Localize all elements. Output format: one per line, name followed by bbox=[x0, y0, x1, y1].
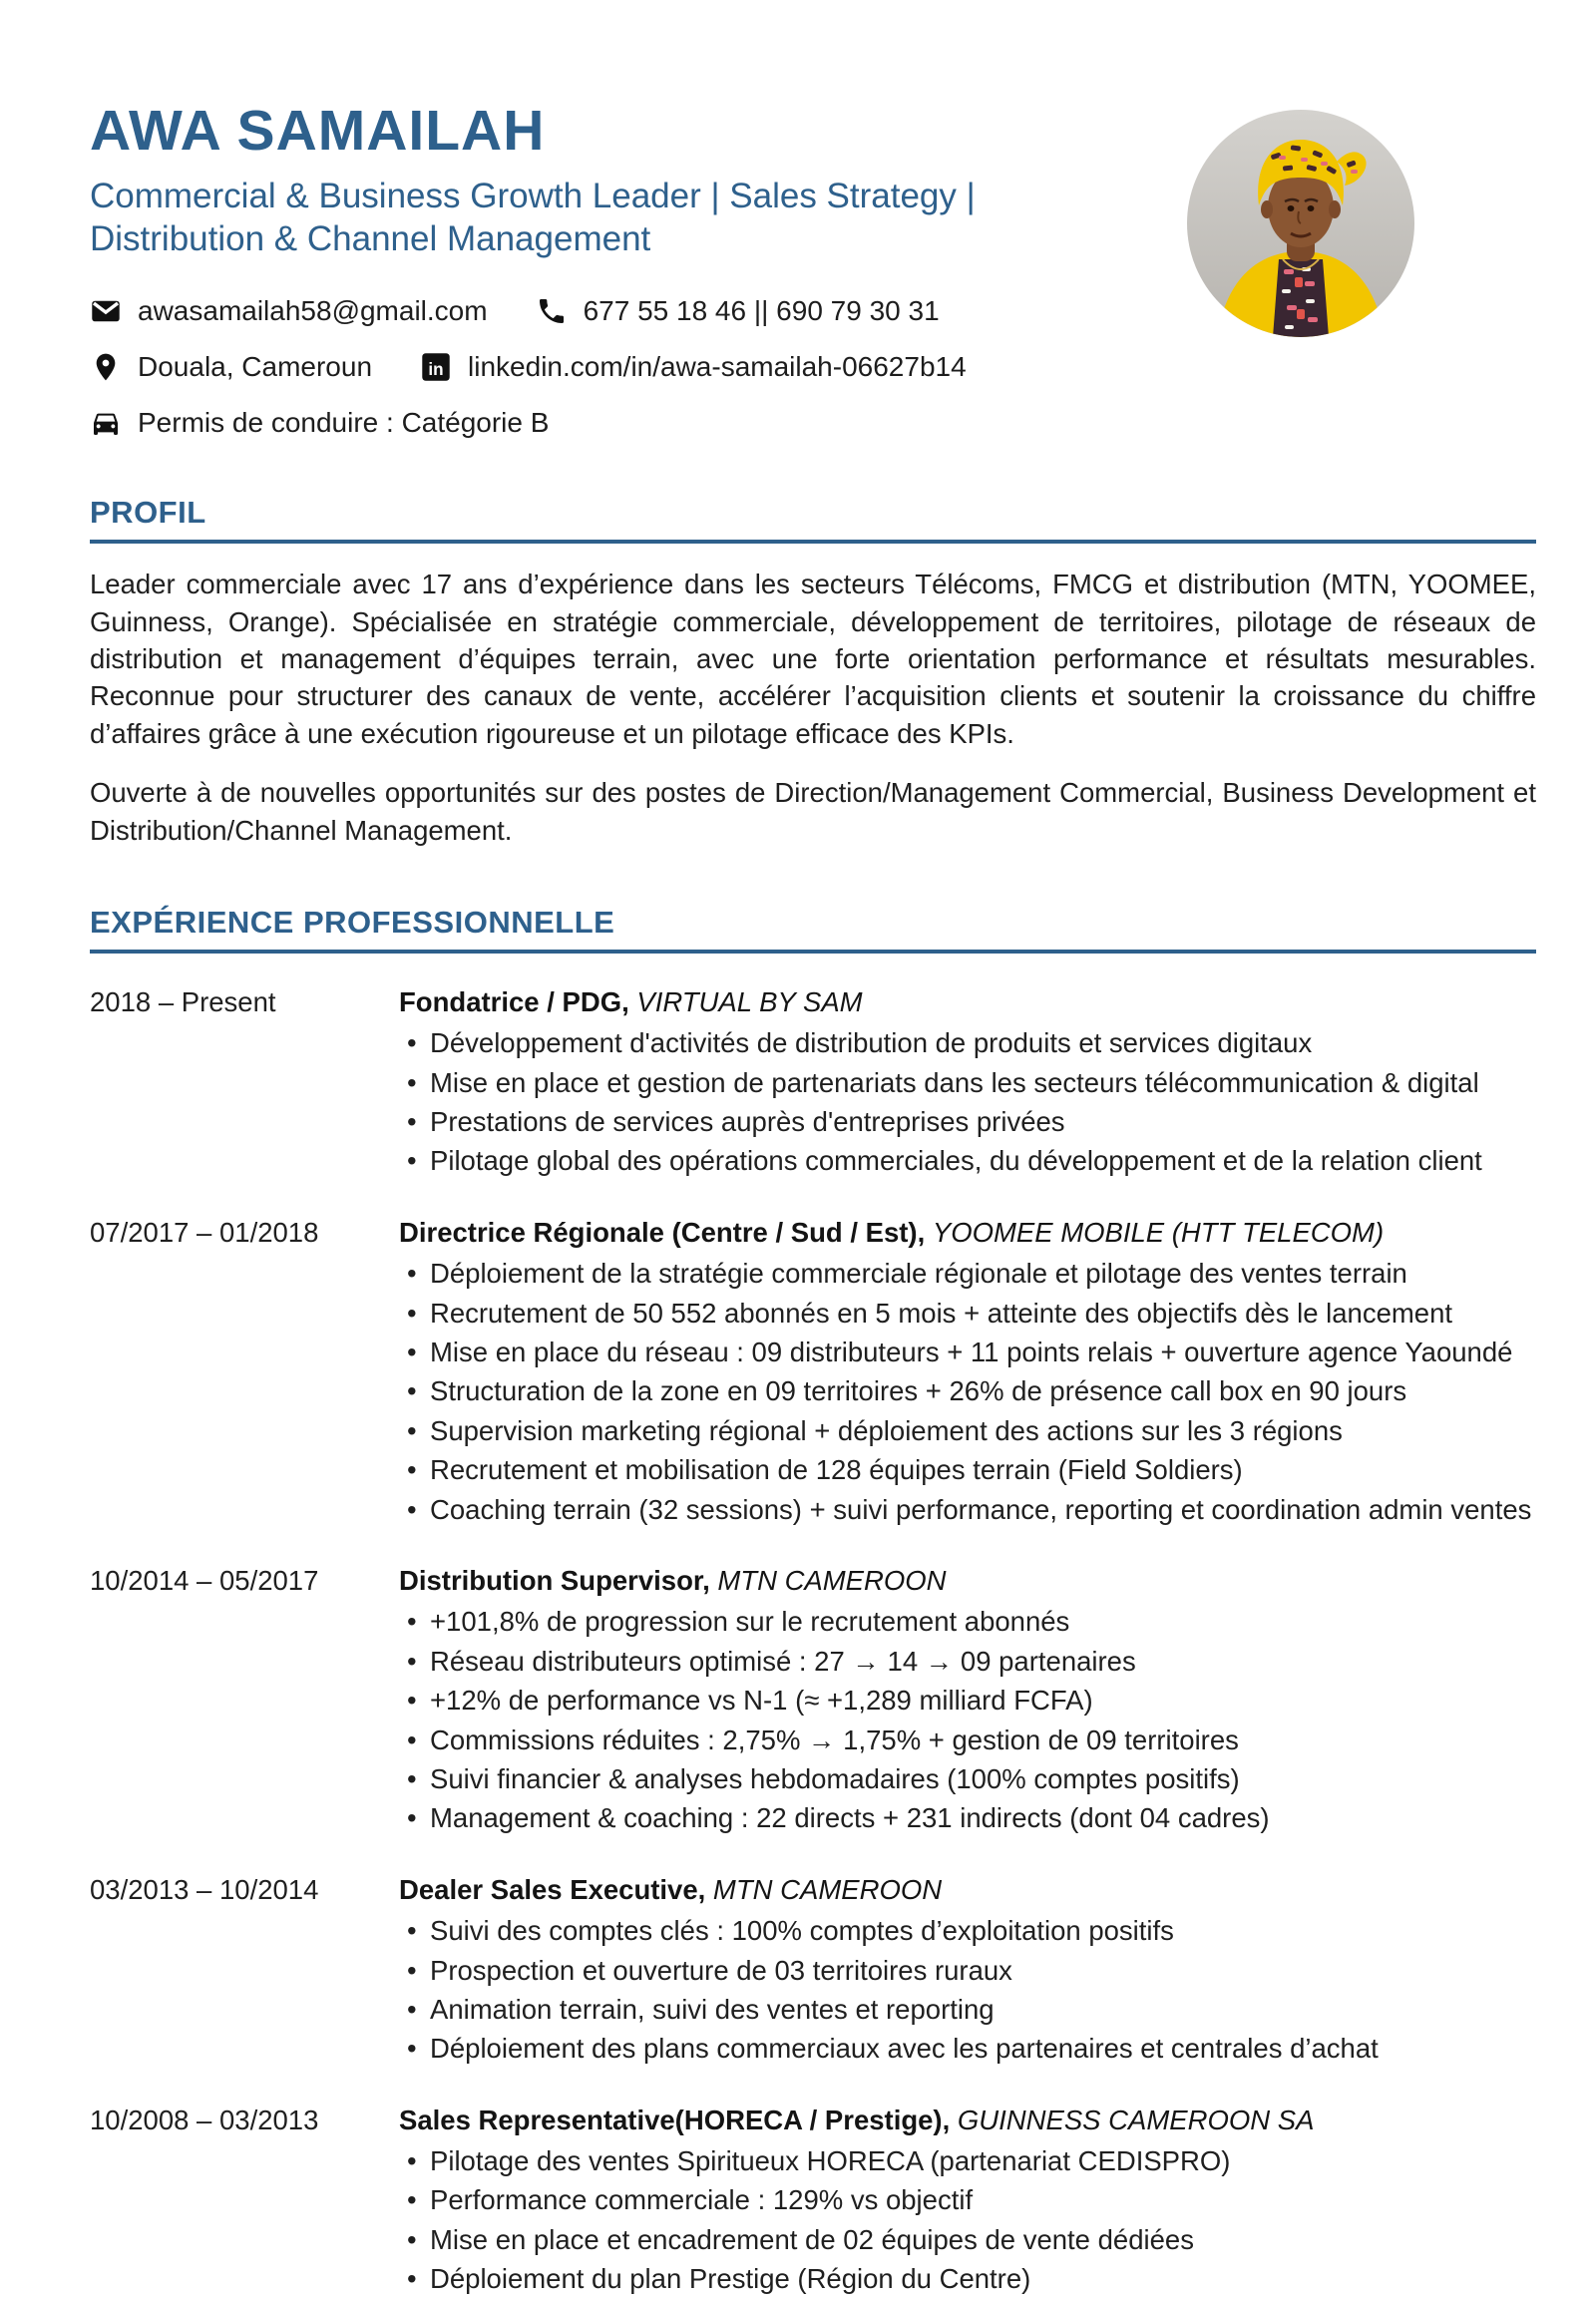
experience-entry bbox=[90, 2102, 1536, 2298]
location-pin-icon bbox=[90, 351, 122, 383]
entry-bullets bbox=[399, 2142, 1536, 2298]
experience-entry bbox=[90, 1214, 1536, 1528]
profile-photo bbox=[1187, 110, 1414, 337]
entry-body bbox=[399, 1214, 1536, 1528]
bullet-item: • Recrutement et mobilisation de 128 équipes terrain (Field Soldiers) bbox=[399, 1451, 1536, 1488]
bullet-item: • Recrutement de 50 552 abonnés en 5 mois + atteinte des objectifs dès le lancement bbox=[399, 1295, 1536, 1332]
section-profil bbox=[90, 495, 1536, 849]
bullet-item: • Structuration de la zone en 09 territoires + 26% de présence call box en 90 jours bbox=[399, 1372, 1536, 1409]
car-icon bbox=[90, 407, 122, 439]
entry-body bbox=[399, 2102, 1536, 2298]
bullet-item: • Prospection et ouverture de 03 territoires ruraux bbox=[399, 1952, 1536, 1989]
contact-phone bbox=[536, 295, 940, 327]
contact-linkedin bbox=[420, 351, 967, 383]
email-icon bbox=[90, 295, 122, 327]
bullet-item: • Développement d'activités de distribution de produits et services digitaux bbox=[399, 1024, 1536, 1061]
contact-driving-license bbox=[90, 407, 549, 439]
bullet-item: • Supervision marketing régional + déploiement des actions sur les 3 régions bbox=[399, 1412, 1536, 1449]
headline-line-2: Distribution & Channel Management bbox=[90, 219, 651, 259]
bullet-item: • Animation terrain, suivi des ventes et reporting bbox=[399, 1991, 1536, 2028]
email-value[interactable]: awasamailah58@gmail.com bbox=[138, 295, 488, 327]
entry-date: 10/2014 – 05/2017 bbox=[90, 1565, 319, 1596]
bullet-item: • Management & coaching : 22 directs + 231 indirects (dont 04 cadres) bbox=[399, 1799, 1536, 1836]
profil-paragraph-2: Ouverte à de nouvelles opportunités sur des postes de Direction/Management Commercial, Business Development et Distribution/Channel Management. bbox=[90, 777, 1536, 846]
person-name: AWA SAMAILAH bbox=[90, 99, 546, 163]
entry-title bbox=[399, 983, 1536, 1020]
bullet-item: • +12% de performance vs N-1 (≈ +1,289 milliard FCFA) bbox=[399, 1682, 1536, 1719]
entry-date: 10/2008 – 03/2013 bbox=[90, 2104, 319, 2135]
linkedin-icon bbox=[420, 351, 452, 383]
svg-text:in: in bbox=[428, 359, 444, 380]
profil-paragraph-1: Leader commerciale avec 17 ans d’expérience dans les secteurs Télécoms, FMCG et distribution (MTN, YOOMEE, Guinness, Orange). Spécialisée en stratégie commerciale, développement de territoires, pilotage de réseaux de distribution et management d’équipes terrain, avec une forte orientation performance et résultats mesurables. Reconnue pour structurer des canaux de vente, accélérer l’acquisition clients et soutenir la croissance du chiffre d’affaires grâce à une exécution rigoureuse et un pilotage efficace des KPIs. bbox=[90, 569, 1536, 749]
bullet-item: • Pilotage global des opérations commerciales, du développement et de la relation client bbox=[399, 1142, 1536, 1179]
bullet-item: • Pilotage des ventes Spiritueux HORECA (partenariat CEDISPRO) bbox=[399, 2142, 1536, 2179]
entry-bullets bbox=[399, 1255, 1536, 1528]
location-value: Douala, Cameroun bbox=[138, 351, 373, 383]
phone-icon bbox=[536, 295, 568, 327]
experience-heading: EXPÉRIENCE PROFESSIONNELLE bbox=[90, 905, 1536, 954]
experience-entry bbox=[90, 983, 1536, 1180]
bullet-item: • Commissions réduites : 2,75% → 1,75% + gestion de 09 territoires bbox=[399, 1722, 1536, 1758]
entry-title bbox=[399, 1214, 1536, 1251]
entry-date: 2018 – Present bbox=[90, 985, 276, 1017]
driving-license-value: Permis de conduire : Catégorie B bbox=[138, 407, 550, 439]
bullet-item: • Mise en place et encadrement de 02 équipes de vente dédiées bbox=[399, 2221, 1536, 2258]
entry-title bbox=[399, 1871, 1536, 1908]
contact-row-3 bbox=[90, 407, 1536, 439]
person-headline bbox=[90, 175, 1237, 262]
entry-role: Distribution Supervisor, bbox=[399, 1565, 710, 1596]
entry-body bbox=[399, 1562, 1536, 1837]
entry-role: Directrice Régionale (Centre / Sud / Est), bbox=[399, 1216, 926, 1248]
bullet-item: • Mise en place et gestion de partenariats dans les secteurs télécommunication & digital bbox=[399, 1064, 1536, 1101]
entry-bullets bbox=[399, 1024, 1536, 1180]
bullet-item: • Suivi financier & analyses hebdomadaires (100% comptes positifs) bbox=[399, 1760, 1536, 1797]
entry-company: MTN CAMEROON bbox=[712, 1873, 943, 1905]
bullet-item: • Prestations de services auprès d'entreprises privées bbox=[399, 1103, 1536, 1140]
cv-header bbox=[90, 100, 1536, 439]
bullet-item: • Déploiement de la stratégie commerciale régionale et pilotage des ventes terrain bbox=[399, 1255, 1536, 1292]
entry-date: 03/2013 – 10/2014 bbox=[90, 1873, 319, 1905]
entry-role: Sales Representative(HORECA / Prestige), bbox=[399, 2104, 951, 2135]
entry-company: GUINNESS CAMEROON SA bbox=[957, 2104, 1315, 2135]
entry-title bbox=[399, 2102, 1536, 2138]
entry-company: VIRTUAL BY SAM bbox=[636, 985, 863, 1017]
contact-location bbox=[90, 351, 372, 383]
entry-body bbox=[399, 983, 1536, 1180]
entry-body bbox=[399, 1871, 1536, 2068]
experience-entry bbox=[90, 1562, 1536, 1837]
entry-company: YOOMEE MOBILE (HTT TELECOM) bbox=[932, 1216, 1385, 1248]
bullet-item: • Performance commerciale : 129% vs objectif bbox=[399, 2181, 1536, 2218]
bullet-item: • Suivi des comptes clés : 100% comptes d’exploitation positifs bbox=[399, 1912, 1536, 1949]
bullet-item: • +101,8% de progression sur le recrutement abonnés bbox=[399, 1603, 1536, 1640]
bullet-item: • Réseau distributeurs optimisé : 27 → 14 → 09 partenaires bbox=[399, 1643, 1536, 1680]
contact-email bbox=[90, 295, 488, 327]
phone-value: 677 55 18 46 || 690 79 30 31 bbox=[583, 295, 940, 327]
entry-date: 07/2017 – 01/2018 bbox=[90, 1216, 319, 1248]
entry-title bbox=[399, 1562, 1536, 1599]
bullet-item: • Déploiement du plan Prestige (Région du Centre) bbox=[399, 2260, 1536, 2297]
section-experience bbox=[90, 905, 1536, 2298]
entry-company: MTN CAMEROON bbox=[717, 1565, 947, 1596]
contact-row-2 bbox=[90, 351, 1536, 383]
entry-bullets bbox=[399, 1912, 1536, 2068]
entry-bullets bbox=[399, 1603, 1536, 1836]
experience-entry bbox=[90, 1871, 1536, 2068]
headline-line-1: Commercial & Business Growth Leader | Sales Strategy | bbox=[90, 176, 976, 215]
bullet-item: • Mise en place du réseau : 09 distributeurs + 11 points relais + ouverture agence Yaoundé bbox=[399, 1334, 1536, 1370]
profil-heading: PROFIL bbox=[90, 495, 1536, 544]
bullet-item: • Déploiement des plans commerciaux avec les partenaires et centrales d’achat bbox=[399, 2030, 1536, 2067]
entry-role: Fondatrice / PDG, bbox=[399, 985, 629, 1017]
bullet-item: • Coaching terrain (32 sessions) + suivi performance, reporting et coordination admin ventes bbox=[399, 1491, 1536, 1528]
entry-role: Dealer Sales Executive, bbox=[399, 1873, 706, 1905]
linkedin-value[interactable]: linkedin.com/in/awa-samailah-06627b14 bbox=[468, 351, 967, 383]
